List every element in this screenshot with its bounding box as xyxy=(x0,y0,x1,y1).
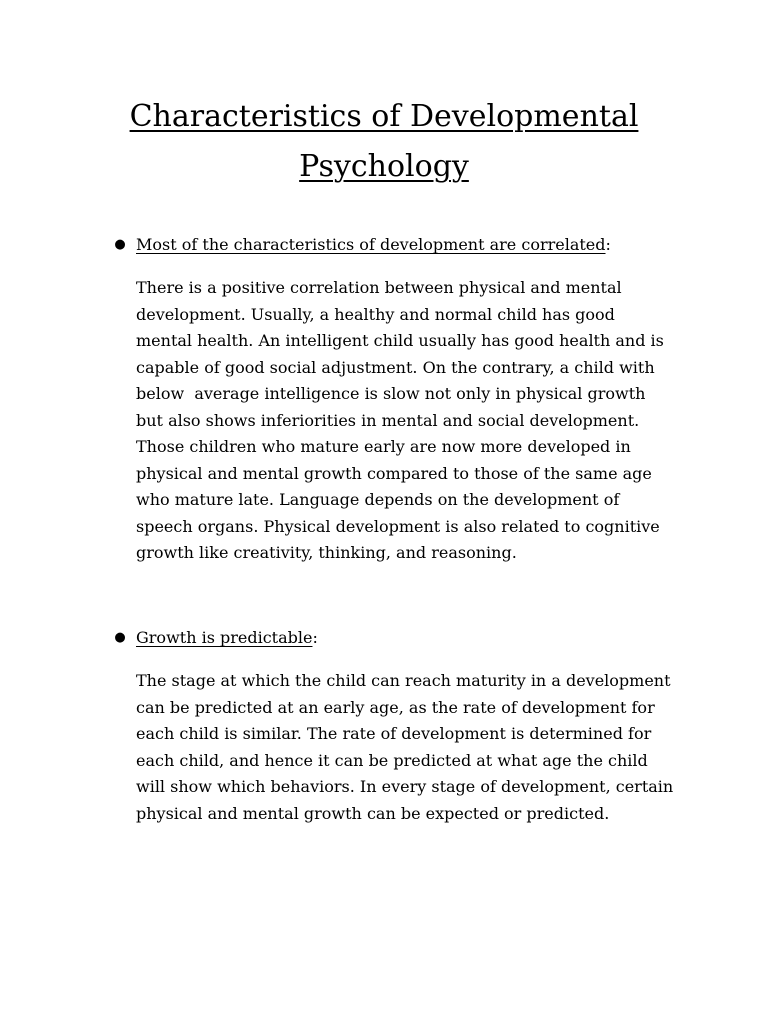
paragraph-line: can be predicted at an early age, as the rate of development for xyxy=(136,697,655,717)
section-predictable xyxy=(0,625,768,823)
paragraph-line: who mature late. Language depends on the development of xyxy=(136,490,620,509)
paragraph-line: growth like creativity, thinking, and reasoning. xyxy=(136,543,517,562)
paragraph-line: Those children who mature early are now more developed in xyxy=(136,437,631,456)
paragraph-line: There is a positive correlation between physical and mental xyxy=(136,278,622,297)
paragraph-line: physical and mental growth can be expected or predicted. xyxy=(136,803,610,823)
paragraph-line: The stage at which the child can reach maturity in a development xyxy=(136,671,671,690)
section-correlated xyxy=(0,232,768,562)
paragraph-line: speech organs. Physical development is also related to cognitive xyxy=(136,516,660,536)
paragraph-line: but also shows inferiorities in mental and social development. xyxy=(136,410,640,430)
title-line-1: Characteristics of Developmental xyxy=(129,99,639,134)
document-title xyxy=(84,92,684,192)
section-paragraph xyxy=(136,275,696,567)
paragraph-line: development. Usually, a healthy and normal child has good xyxy=(136,304,615,324)
paragraph-line: below average intelligence is slow not only in physical growth xyxy=(136,384,646,403)
section-heading-colon: : xyxy=(605,235,611,254)
paragraph-line: physical and mental growth compared to those of the same age xyxy=(136,463,652,483)
section-heading-text: Most of the characteristics of development are correlated xyxy=(136,235,606,254)
bullet-icon: ● xyxy=(114,630,126,645)
paragraph-line: capable of good social adjustment. On the contrary, a child with xyxy=(136,357,655,377)
section-heading-text: Growth is predictable xyxy=(136,628,313,647)
title-line-2: Psychology xyxy=(299,149,469,184)
paragraph-line: each child is similar. The rate of development is determined for xyxy=(136,724,652,743)
paragraph-line: each child, and hence it can be predicted at what age the child xyxy=(136,750,648,770)
bullet-item xyxy=(0,232,768,258)
section-heading xyxy=(136,625,318,651)
paragraph-line: will show which behaviors. In every stage of development, certain xyxy=(136,777,674,796)
section-paragraph xyxy=(136,668,696,827)
paragraph-line: mental health. An intelligent child usually has good health and is xyxy=(136,331,664,350)
bullet-item xyxy=(0,625,768,651)
section-heading-colon: : xyxy=(312,628,318,647)
bullet-icon: ● xyxy=(114,237,126,252)
section-heading xyxy=(136,232,611,258)
